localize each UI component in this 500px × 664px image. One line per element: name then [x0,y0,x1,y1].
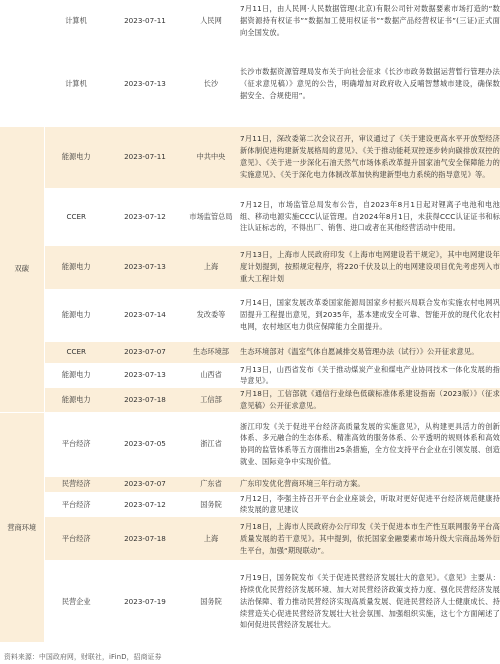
date-cell: 2023-07-07 [108,341,182,363]
table-row [0,0,500,42]
content-cell: 7月12日，李强主持召开平台企业座谈会，听取对更好促进平台经济规范健康持续发展的意见建议 [240,492,500,517]
date-cell: 2023-07-18 [108,517,182,561]
industry-cell: CCER [44,188,108,245]
source-footnote: 资料来源：中国政府网，财联社，iFinD，招商证券 [4,653,162,661]
source-cell: 工信部 [182,388,240,413]
industry-cell: CCER [44,341,108,363]
source-cell: 国务院 [182,492,240,517]
industry-cell: 能源电力 [44,126,108,188]
date-cell: 2023-07-11 [108,126,182,188]
content-cell: 7月13日，山西省发布《关于推动煤炭产业和煤电产业协同技术一体化发展的指导意见》。 [240,363,500,388]
table-row [0,341,500,363]
industry-cell: 平台经济 [44,492,108,517]
content-cell: 7月14日，国家发展改革委国家能源局国家乡村振兴局联合发布实施农村电网巩固提升工程提出意见，到2035年，基本建成安全可靠、智能开放的现代化农村电网，农村地区电力供应保障能力全面提升。 [240,289,500,341]
industry-cell: 能源电力 [44,289,108,341]
date-cell: 2023-07-18 [108,388,182,413]
source-cell: 人民网 [182,0,240,42]
date-cell: 2023-07-13 [108,245,182,289]
industry-cell: 平台经济 [44,412,108,476]
table-row [0,126,500,188]
source-cell: 国务院 [182,561,240,643]
table-row [0,245,500,289]
source-cell: 上海 [182,245,240,289]
source-cell: 中共中央 [182,126,240,188]
source-cell: 浙江省 [182,412,240,476]
source-cell: 山西省 [182,363,240,388]
industry-cell: 能源电力 [44,388,108,413]
date-cell: 2023-07-05 [108,412,182,476]
date-cell: 2023-07-13 [108,42,182,126]
table-row [0,492,500,517]
category-cell-empty [0,42,44,126]
date-cell: 2023-07-12 [108,188,182,245]
content-cell: 7月19日，国务院发布《关于促进民营经济发展壮大的意见》。《意见》主要从：持续优化民营经济发展环境、加大对民营经济政策支持力度、强化民营经济发展法治保障、着力推动民营经济实现高质量发展、促进民营经济人士健康成长、持续营造关心促进民营经济发展壮大社会氛围、加强组织实施，这七个方面阐述了如何促进民营经济发展壮大。 [240,561,500,643]
content-cell: 7月13日，上海市人民政府印发《上海市电网建设若干规定》，其中电网建设年度计划提到，按照规定程序，将220千伏及以上的电网建设项目优先考虑列入市重大工程计划 [240,245,500,289]
date-cell: 2023-07-11 [108,0,182,42]
content-cell: 长沙市数据资源管理局发布关于向社会征求《长沙市政务数据运营暂行管理办法（征求意见稿）》意见的公告，明确增加对政府收入反哺智慧城市建设，确保数据安全、合规使用”。 [240,42,500,126]
industry-cell: 能源电力 [44,363,108,388]
content-cell: 7月12日，市场监管总局发布公告，自2023年8月1日起对锂离子电池和电池组、移动电源实施CCC认证管理。自2024年8月1日，未获得CCC认证证书和标注认证标志的，不得出厂、销售、进口或者在其他经营活动中使用。 [240,188,500,245]
industry-cell: 计算机 [44,42,108,126]
category-cell-yingshang: 营商环境 [0,412,44,643]
table-row [0,412,500,476]
table-row [0,517,500,561]
content-cell: 7月11日，深改委第二次会议召开，审议通过了《关于建设更高水平开放型经济新体制促进构建新发展格局的意见》、《关于推动能耗双控逐步转向碳排放双控的意见》、《关于进一步深化石油天然气市场体系改革提升国家油气安全保障能力的实施意见》、《关于深化电力体制改革加快构建新型电力系统的指导意见》等。 [240,126,500,188]
content-cell: 浙江印发《关于促进平台经济高质量发展的实施意见》，从构建更具活力的创新体系、多元融合的生态体系、精准高效的服务体系、公平透明的规则体系和高效协同的监管体系等五方面推出25条措施，全方位支持平台企业在引领发展、创造就业、国际竞争中实现价值。 [240,412,500,476]
source-cell: 广东省 [182,476,240,492]
content-cell: 7月18日，上海市人民政府办公厅印发《关于促进本市生产性互联网服务平台高质量发展的若干意见》。其中提到，依托国家金融要素市场升级大宗商品场外衍生平台，加强“期现联动”。 [240,517,500,561]
industry-cell: 民营企业 [44,561,108,643]
source-cell: 生态环境部 [182,341,240,363]
content-cell: 7月18日，工信部就《通信行业绿色低碳标准体系建设指南（2023版）》（征求意见稿）公开征求意见。 [240,388,500,413]
table-row [0,42,500,126]
date-cell: 2023-07-12 [108,492,182,517]
table-row [0,363,500,388]
table-row [0,388,500,413]
industry-cell: 能源电力 [44,245,108,289]
industry-cell: 民营经济 [44,476,108,492]
content-cell: 广东印发优化营商环境三年行动方案。 [240,476,500,492]
industry-cell: 平台经济 [44,517,108,561]
date-cell: 2023-07-14 [108,289,182,341]
table-row [0,476,500,492]
source-cell: 市场监管总局 [182,188,240,245]
table-row [0,561,500,643]
source-cell: 长沙 [182,42,240,126]
date-cell: 2023-07-13 [108,363,182,388]
table-row [0,289,500,341]
date-cell: 2023-07-07 [108,476,182,492]
content-cell: 7月11日，由人民网·人民数据管理(北京)有限公司针对数据要素市场打造的“数据资源持有权证书”“数据加工使用权证书”“数据产品经营权证书”(三证)正式面向全国发放。 [240,0,500,42]
source-cell: 上海 [182,517,240,561]
content-cell: 生态环境部对《温室气体自愿减排交易管理办法（试行）》公开征求意见。 [240,341,500,363]
industry-cell: 计算机 [44,0,108,42]
source-cell: 发改委等 [182,289,240,341]
category-cell-empty [0,0,44,42]
date-cell: 2023-07-19 [108,561,182,643]
table-row [0,188,500,245]
category-cell-shuangtan: 双碳 [0,126,44,412]
